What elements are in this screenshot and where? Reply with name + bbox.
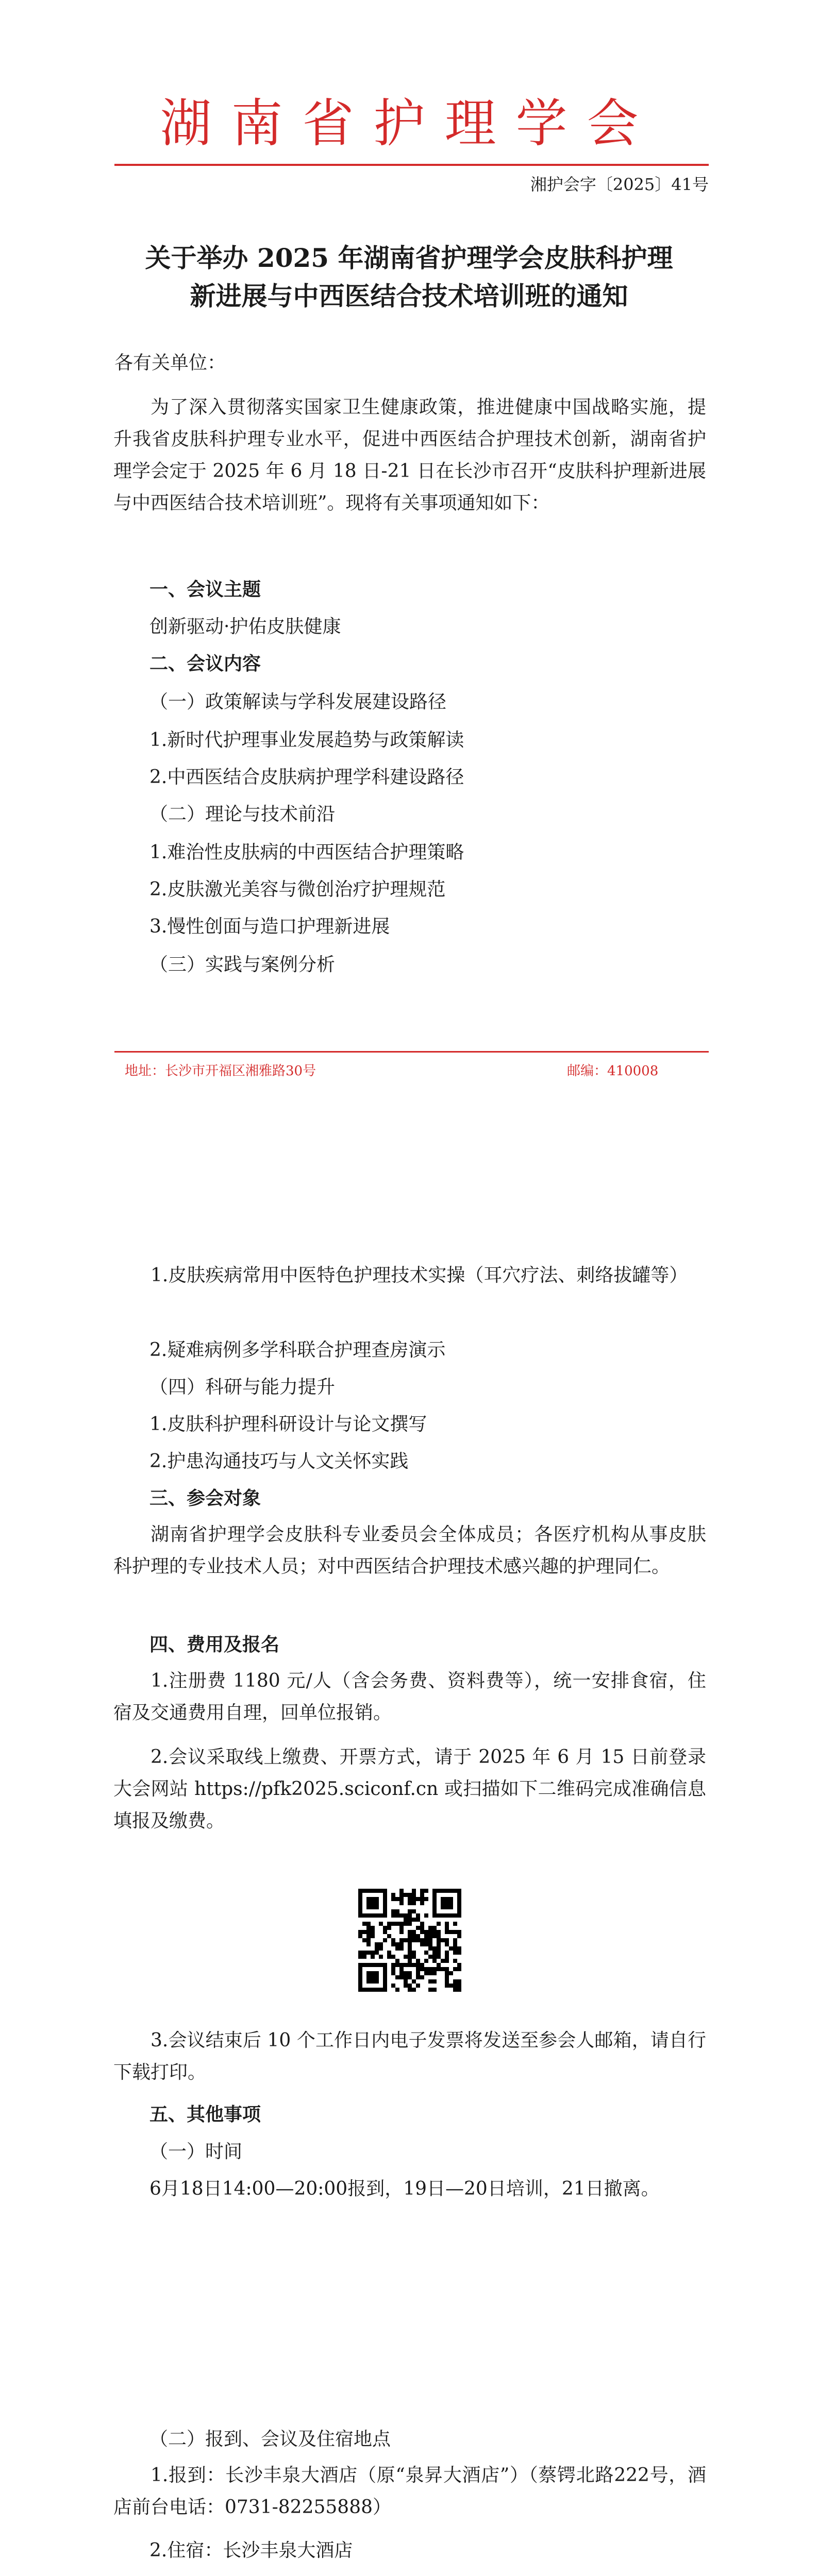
notice-title-line1: 关于举办 2025 年湖南省护理学会皮肤科护理 bbox=[145, 243, 673, 273]
page-two bbox=[0, 1154, 818, 2339]
letterhead-rule-top bbox=[114, 164, 709, 166]
section-1-heading: 一、会议主题 bbox=[149, 579, 261, 600]
section-2-sub2-item-2: 2.皮肤激光美容与微创治疗护理规范 bbox=[149, 879, 446, 900]
registration-qr-code[interactable] bbox=[358, 1889, 461, 1992]
section-2-sub1-item-1: 1.新时代护理事业发展趋势与政策解读 bbox=[149, 730, 464, 751]
section-2-sub4-item-1: 1.皮肤科护理科研设计与论文撰写 bbox=[149, 1414, 427, 1435]
section-2-subheading-4: （四）科研与能力提升 bbox=[149, 1377, 336, 1398]
section-4-paragraph-1: 1.注册费 1180 元/人（含会务费、资料费等），统一安排食宿，住宿及交通费用自理，回单位报销。 bbox=[113, 1670, 706, 1723]
footer-address: 地址：长沙市开福区湘雅路30号 bbox=[125, 1063, 316, 1079]
letterhead-org-name: 湖南省护理学会 bbox=[160, 93, 658, 154]
section-2-sub1-item-2: 2.中西医结合皮肤病护理学科建设路径 bbox=[149, 767, 464, 788]
section-2-sub4-item-2: 2.护患沟通技巧与人文关怀实践 bbox=[149, 1451, 409, 1472]
section-5-subheading-1: （一）时间 bbox=[149, 2141, 243, 2162]
section-5-location-2: 2.住宿：长沙丰泉大酒店 bbox=[149, 2540, 353, 2561]
salutation: 各有关单位： bbox=[114, 352, 226, 374]
section-2-sub3-item-2: 2.疑难病例多学科联合护理查房演示 bbox=[149, 1340, 446, 1361]
section-2-subheading-2: （二）理论与技术前沿 bbox=[149, 804, 336, 825]
intro-paragraph: 为了深入贯彻落实国家卫生健康政策，推进健康中国战略实施，提升我省皮肤科护理专业水平，促进中西医结合护理技术创新，湖南省护理学会定于 2025 年 6 月 18 日-21 日在长沙市召开“皮肤科护理新进展与中西医结合技术培训班”。现将有关事项通知如下： bbox=[113, 397, 706, 514]
section-5-location-1: 1.报到：长沙丰泉大酒店（原“泉昇大酒店”）（蔡锷北路222号，酒店前台电话：0731-82255888） bbox=[113, 2465, 706, 2518]
section-4-heading: 四、费用及报名 bbox=[149, 1634, 280, 1655]
section-3-content: 湖南省护理学会皮肤科专业委员会全体成员；各医疗机构从事皮肤科护理的专业技术人员；对中西医结合护理技术感兴趣的护理同仁。 bbox=[113, 1524, 706, 1577]
document-number: 湘护会字〔2025〕41号 bbox=[530, 175, 709, 194]
section-2-subheading-3: （三）实践与案例分析 bbox=[149, 954, 336, 975]
footer-rule bbox=[114, 1051, 709, 1053]
notice-title-line2: 新进展与中西医结合技术培训班的通知 bbox=[190, 281, 628, 311]
section-2-sub2-item-1: 1.难治性皮肤病的中西医结合护理策略 bbox=[149, 842, 464, 863]
section-2-sub3-item-1: 1.皮肤疾病常用中医特色护理技术实操（耳穴疗法、刺络拔罐等） bbox=[151, 1265, 688, 1286]
section-2-heading: 二、会议内容 bbox=[149, 653, 261, 674]
section-1-content: 创新驱动·护佑皮肤健康 bbox=[149, 616, 341, 637]
footer-postcode: 邮编：410008 bbox=[567, 1063, 659, 1079]
section-5-heading: 五、其他事项 bbox=[149, 2104, 261, 2125]
section-4-paragraph-3: 3.会议结束后 10 个工作日内电子发票将发送至参会人邮箱，请自行下载打印。 bbox=[113, 2030, 706, 2083]
section-5-time-text: 6月18日14:00—20:00报到，19日—20日培训，21日撤离。 bbox=[149, 2178, 660, 2199]
section-2-subheading-1: （一）政策解读与学科发展建设路径 bbox=[149, 691, 447, 713]
section-4-paragraph-2: 2.会议采取线上缴费、开票方式，请于 2025 年 6 月 15 日前登录大会网站 https://pfk2025.sciconf.cn 或扫描如下二维码完成准确信息填报及缴费。 bbox=[113, 1747, 706, 1832]
section-2-sub2-item-3: 3.慢性创面与造口护理新进展 bbox=[149, 916, 390, 937]
section-3-heading: 三、参会对象 bbox=[149, 1488, 261, 1509]
page-one bbox=[0, 0, 818, 1154]
page-three bbox=[0, 2339, 818, 2576]
section-5-subheading-2: （二）报到、会议及住宿地点 bbox=[149, 2429, 391, 2450]
